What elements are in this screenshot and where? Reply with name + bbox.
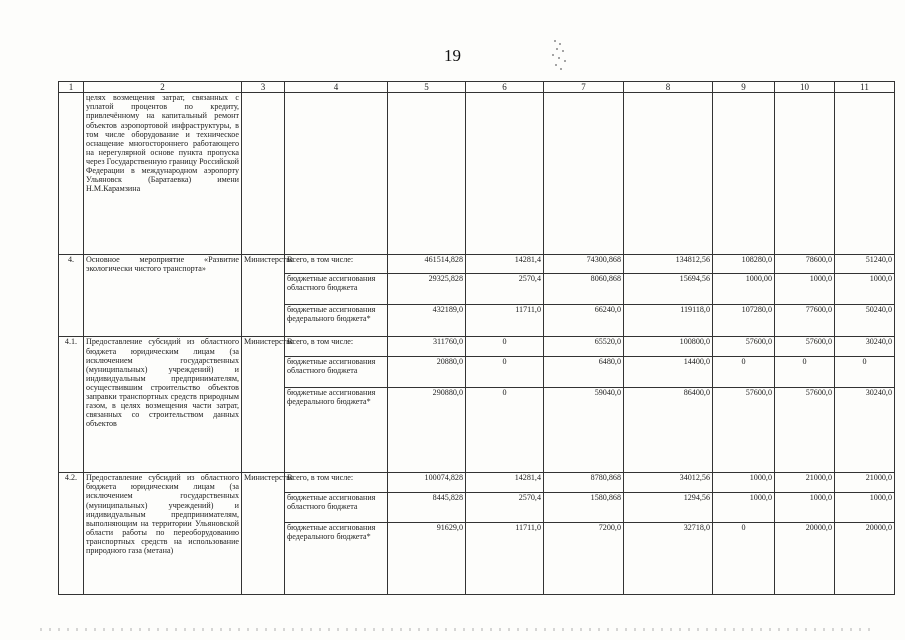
value-cell: 51240,0 — [835, 254, 895, 273]
value-cell: 1000,0 — [775, 492, 835, 523]
value-cell: 66240,0 — [544, 304, 624, 337]
funding-source: бюджетные ассигнования областного бюджета — [285, 274, 388, 305]
value-cell: 57600,0 — [713, 387, 775, 473]
value-cell: 21000,0 — [775, 473, 835, 492]
value-cell: 21000,0 — [835, 473, 895, 492]
value-cell: 74300,868 — [544, 254, 624, 273]
table-row-continuation — [59, 93, 895, 254]
funding-source: бюджетные ассигнования федерального бюджета* — [285, 304, 388, 337]
column-header: 2 — [84, 82, 242, 93]
value-cell: 100800,0 — [624, 337, 713, 356]
value-cell: 1000,00 — [713, 274, 775, 305]
column-header: 4 — [285, 82, 388, 93]
value-cell: 1580,868 — [544, 492, 624, 523]
column-header: 6 — [466, 82, 544, 93]
table-row — [59, 337, 895, 356]
funding-source: Всего, в том числе: — [285, 254, 388, 273]
item-name: Предоставление субсидий из областного бюджета юридическим лицам (за исключением государственных (муниципальных) учреждений) и индивидуальным предпринимателям, выполняющим на территории Ульяновской области работы по переоборудованию транспортных средств на использование природного газа (метана) — [84, 473, 242, 595]
funding-source: Всего, в том числе: — [285, 337, 388, 356]
value-cell: 20880,0 — [388, 356, 466, 387]
item-number: 4.1. — [59, 337, 84, 473]
value-cell: 1000,0 — [775, 274, 835, 305]
value-cell: 14400,0 — [624, 356, 713, 387]
item-number: 4.2. — [59, 473, 84, 595]
value-cell: 107280,0 — [713, 304, 775, 337]
value-cell: 1000,0 — [835, 274, 895, 305]
column-header: 8 — [624, 82, 713, 93]
value-cell: 86400,0 — [624, 387, 713, 473]
value-cell: 14281,4 — [466, 473, 544, 492]
column-header-row — [59, 82, 895, 93]
value-cell: 432189,0 — [388, 304, 466, 337]
value-cell: 2570,4 — [466, 492, 544, 523]
budget-table — [58, 81, 895, 595]
value-cell: 32718,0 — [624, 523, 713, 595]
value-cell: 57600,0 — [713, 337, 775, 356]
value-cell: 11711,0 — [466, 523, 544, 595]
value-cell: 59040,0 — [544, 387, 624, 473]
column-header: 11 — [835, 82, 895, 93]
item-executor: Министерство — [242, 473, 285, 595]
value-cell: 8780,868 — [544, 473, 624, 492]
value-cell: 29325,828 — [388, 274, 466, 305]
value-cell: 34012,56 — [624, 473, 713, 492]
funding-source: бюджетные ассигнования областного бюджета — [285, 356, 388, 387]
table-row — [59, 473, 895, 492]
continued-item-text: целях возмещения затрат, связанных с уплатой процентов по кредиту, привлечённому на капитальный ремонт объектов аэропортовой инфраструктуры, в том числе оборудование и техническое оснащение многостороннего работающего на нерегулярной основе пункта пропуска через Государственную границу Российской Федерации в международном аэропорту Ульяновск (Баратаевка) имени Н.М.Карамзина — [84, 93, 242, 254]
value-cell: 0 — [713, 356, 775, 387]
value-cell: 65520,0 — [544, 337, 624, 356]
value-cell: 108280,0 — [713, 254, 775, 273]
value-cell: 100074,828 — [388, 473, 466, 492]
value-cell: 0 — [835, 356, 895, 387]
value-cell: 8445,828 — [388, 492, 466, 523]
value-cell: 1000,0 — [713, 473, 775, 492]
value-cell: 50240,0 — [835, 304, 895, 337]
value-cell: 2570,4 — [466, 274, 544, 305]
table-row — [59, 254, 895, 273]
value-cell: 20000,0 — [775, 523, 835, 595]
value-cell: 1000,0 — [713, 492, 775, 523]
page-number: 19 — [444, 46, 461, 65]
value-cell: 290880,0 — [388, 387, 466, 473]
value-cell: 8060,868 — [544, 274, 624, 305]
funding-source: бюджетные ассигнования федерального бюджета* — [285, 387, 388, 473]
value-cell: 134812,56 — [624, 254, 713, 273]
value-cell: 0 — [713, 523, 775, 595]
scan-noise-line — [40, 628, 870, 631]
value-cell: 461514,828 — [388, 254, 466, 273]
scan-stamp-mark — [548, 38, 574, 72]
value-cell: 0 — [466, 387, 544, 473]
value-cell: 7200,0 — [544, 523, 624, 595]
value-cell: 0 — [466, 356, 544, 387]
value-cell: 11711,0 — [466, 304, 544, 337]
value-cell: 57600,0 — [775, 337, 835, 356]
column-header: 9 — [713, 82, 775, 93]
funding-source: бюджетные ассигнования областного бюджета — [285, 492, 388, 523]
value-cell: 20000,0 — [835, 523, 895, 595]
value-cell: 15694,56 — [624, 274, 713, 305]
item-executor: Министерство — [242, 254, 285, 337]
column-header: 10 — [775, 82, 835, 93]
item-name: Основное мероприятие «Развитие экологически чистого транспорта» — [84, 254, 242, 337]
item-number: 4. — [59, 254, 84, 337]
value-cell: 0 — [466, 337, 544, 356]
column-header: 5 — [388, 82, 466, 93]
value-cell: 30240,0 — [835, 337, 895, 356]
item-executor: Министерство — [242, 337, 285, 473]
value-cell: 57600,0 — [775, 387, 835, 473]
value-cell: 14281,4 — [466, 254, 544, 273]
value-cell: 0 — [775, 356, 835, 387]
value-cell: 77600,0 — [775, 304, 835, 337]
value-cell: 91629,0 — [388, 523, 466, 595]
value-cell: 311760,0 — [388, 337, 466, 356]
value-cell: 1294,56 — [624, 492, 713, 523]
column-header: 3 — [242, 82, 285, 93]
column-header: 7 — [544, 82, 624, 93]
column-header: 1 — [59, 82, 84, 93]
funding-source: бюджетные ассигнования федерального бюджета* — [285, 523, 388, 595]
value-cell: 119118,0 — [624, 304, 713, 337]
funding-source: Всего, в том числе: — [285, 473, 388, 492]
value-cell: 6480,0 — [544, 356, 624, 387]
item-name: Предоставление субсидий из областного бюджета юридическим лицам (за исключением государственных (муниципальных) учреждений) и индивидуальным предпринимателям, осуществившим строительство объектов заправки транспортных средств природным газом, в целях возмещения части затрат, связанных со строительством данных объектов — [84, 337, 242, 473]
value-cell: 1000,0 — [835, 492, 895, 523]
value-cell: 30240,0 — [835, 387, 895, 473]
value-cell: 78600,0 — [775, 254, 835, 273]
